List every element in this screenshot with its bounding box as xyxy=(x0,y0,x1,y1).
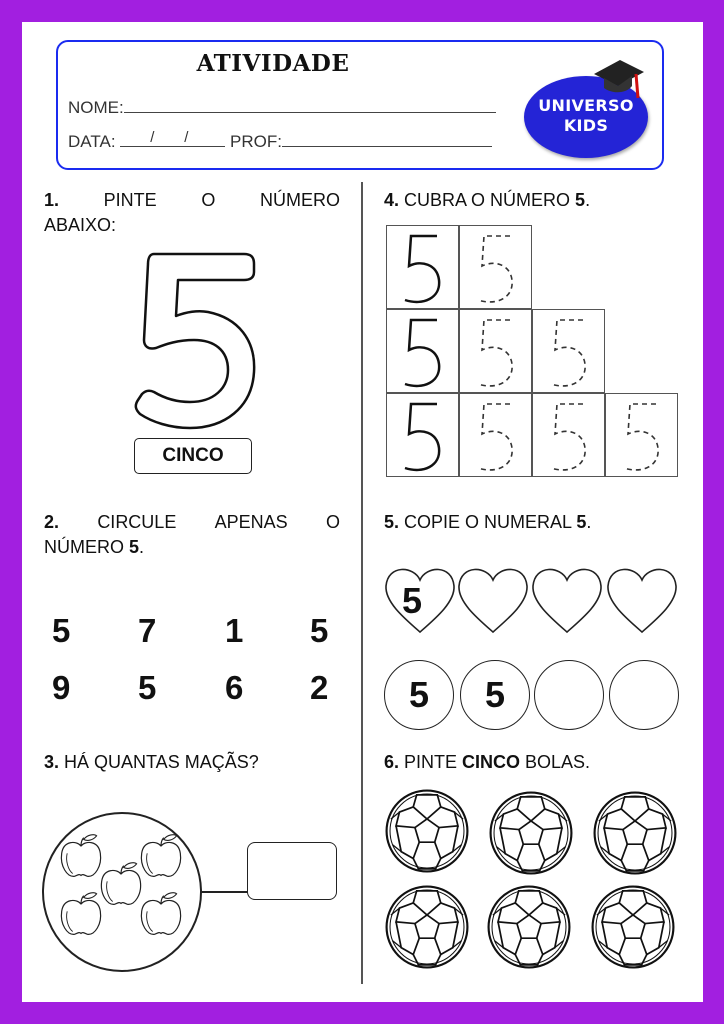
apple-icon xyxy=(141,893,180,935)
trace-cell[interactable] xyxy=(605,393,678,477)
q2-word: CIRCULE xyxy=(97,512,177,532)
trace-cell[interactable] xyxy=(459,309,532,393)
trace-model-cell xyxy=(386,225,459,309)
q4-number: 4. xyxy=(384,190,400,210)
q1-word: O xyxy=(201,190,216,210)
soccer-ball-icon[interactable] xyxy=(592,790,678,876)
trace-cell[interactable] xyxy=(532,393,605,477)
q2-period: . xyxy=(139,537,145,557)
soccer-ball-icon[interactable] xyxy=(384,788,470,874)
q4-text: CUBRA O NÚMERO xyxy=(399,190,576,210)
q1-word: PINTE xyxy=(103,190,157,210)
q5-period: . xyxy=(586,512,592,532)
dashed-five-icon xyxy=(606,394,679,478)
q5-number: 5. xyxy=(384,512,400,532)
q6-bold-word: CINCO xyxy=(462,752,521,772)
solid-five-icon xyxy=(387,394,460,478)
number-choice[interactable]: 2 xyxy=(310,669,329,706)
number-choice[interactable]: 1 xyxy=(225,612,244,649)
graduation-cap-icon xyxy=(590,54,646,110)
apple-icon xyxy=(101,863,140,905)
dashed-five-icon xyxy=(460,394,533,478)
q3-number: 3. xyxy=(44,752,60,772)
dashed-five-icon xyxy=(533,310,606,394)
soccer-ball-icon[interactable] xyxy=(486,884,572,970)
q6-title xyxy=(384,750,590,775)
name-label: NOME: xyxy=(68,98,124,117)
q3-title xyxy=(44,750,259,775)
date-separator-1: / xyxy=(150,129,155,146)
heart-box[interactable] xyxy=(384,564,456,634)
heart-box[interactable] xyxy=(531,564,603,634)
q5-title xyxy=(384,510,591,535)
date-field[interactable] xyxy=(120,129,225,147)
circle-box[interactable]: 5 xyxy=(384,660,454,730)
q6-text: PINTE xyxy=(399,752,463,772)
circle-box[interactable] xyxy=(534,660,604,730)
number-choice[interactable]: 6 xyxy=(225,669,244,706)
column-divider xyxy=(361,182,363,984)
worksheet-title: ATIVIDADE xyxy=(196,50,350,77)
solid-five-icon xyxy=(387,310,460,394)
number-choice[interactable]: 5 xyxy=(310,612,329,649)
q4-period: . xyxy=(585,190,591,210)
q1-number: 1. xyxy=(44,190,60,210)
logo-line-1: UNIVERSO xyxy=(538,96,634,115)
trace-cell[interactable] xyxy=(459,225,532,309)
q5-text: COPIE O NUMERAL xyxy=(399,512,577,532)
header-box xyxy=(56,40,664,170)
apple-icon xyxy=(61,835,100,877)
heart-icon xyxy=(606,564,678,634)
logo-line-2: KIDS xyxy=(563,116,609,135)
q6-number: 6. xyxy=(384,752,400,772)
circle-box[interactable] xyxy=(609,660,679,730)
heart-numeral: 5 xyxy=(402,580,423,621)
trace-model-cell xyxy=(386,309,459,393)
heart-icon xyxy=(531,564,603,634)
q1-word: NÚMERO xyxy=(259,190,340,210)
q1-line2: ABAIXO: xyxy=(44,215,117,235)
trace-cell[interactable] xyxy=(532,309,605,393)
heart-box[interactable] xyxy=(457,564,529,634)
q5-bold-number: 5 xyxy=(576,512,587,532)
date-prof-row xyxy=(68,129,492,152)
name-field[interactable] xyxy=(124,98,496,113)
heart-icon xyxy=(457,564,529,634)
q2-number: 2. xyxy=(44,512,60,532)
dashed-five-icon xyxy=(460,310,533,394)
q3-text: HÁ QUANTAS MAÇÃS? xyxy=(59,752,259,772)
solid-five-icon xyxy=(387,226,460,310)
apple-icon xyxy=(141,835,180,877)
q2-word: O xyxy=(325,512,340,532)
q4-title xyxy=(384,188,590,213)
number-choice[interactable]: 9 xyxy=(52,669,71,706)
q2-line2: NÚMERO xyxy=(44,537,129,557)
big-outline-five[interactable] xyxy=(134,250,258,432)
circle-box[interactable]: 5 xyxy=(460,660,530,730)
date-label: DATA: xyxy=(68,132,116,151)
q2-bold-number: 5 xyxy=(129,537,140,557)
number-choice[interactable]: 5 xyxy=(138,669,157,706)
dashed-five-icon xyxy=(533,394,606,478)
q6-text-end: BOLAS. xyxy=(520,752,591,772)
soccer-ball-icon[interactable] xyxy=(384,884,470,970)
soccer-ball-icon[interactable] xyxy=(590,884,676,970)
worksheet-page xyxy=(22,22,703,1002)
q2-title xyxy=(44,510,340,560)
balls-grid xyxy=(384,788,684,988)
cinco-label: CINCO xyxy=(134,438,252,474)
apple-icon xyxy=(61,893,100,935)
trace-cell[interactable] xyxy=(459,393,532,477)
apples-circle xyxy=(42,810,252,974)
number-choice[interactable]: 7 xyxy=(138,612,157,649)
name-row xyxy=(68,98,496,118)
hearts-row xyxy=(384,564,684,636)
trace-model-cell xyxy=(386,393,459,477)
q1-title xyxy=(44,188,340,238)
date-separator-2: / xyxy=(184,129,189,146)
dashed-five-icon xyxy=(460,226,533,310)
q4-bold-number: 5 xyxy=(575,190,586,210)
prof-field[interactable] xyxy=(282,132,492,147)
prof-label: PROF: xyxy=(230,132,282,151)
heart-box[interactable] xyxy=(606,564,678,634)
apple-count-answer-box[interactable] xyxy=(247,842,337,900)
circles-row xyxy=(384,660,684,732)
q2-word: APENAS xyxy=(214,512,288,532)
soccer-ball-icon[interactable] xyxy=(488,790,574,876)
number-choice[interactable]: 5 xyxy=(52,612,71,649)
